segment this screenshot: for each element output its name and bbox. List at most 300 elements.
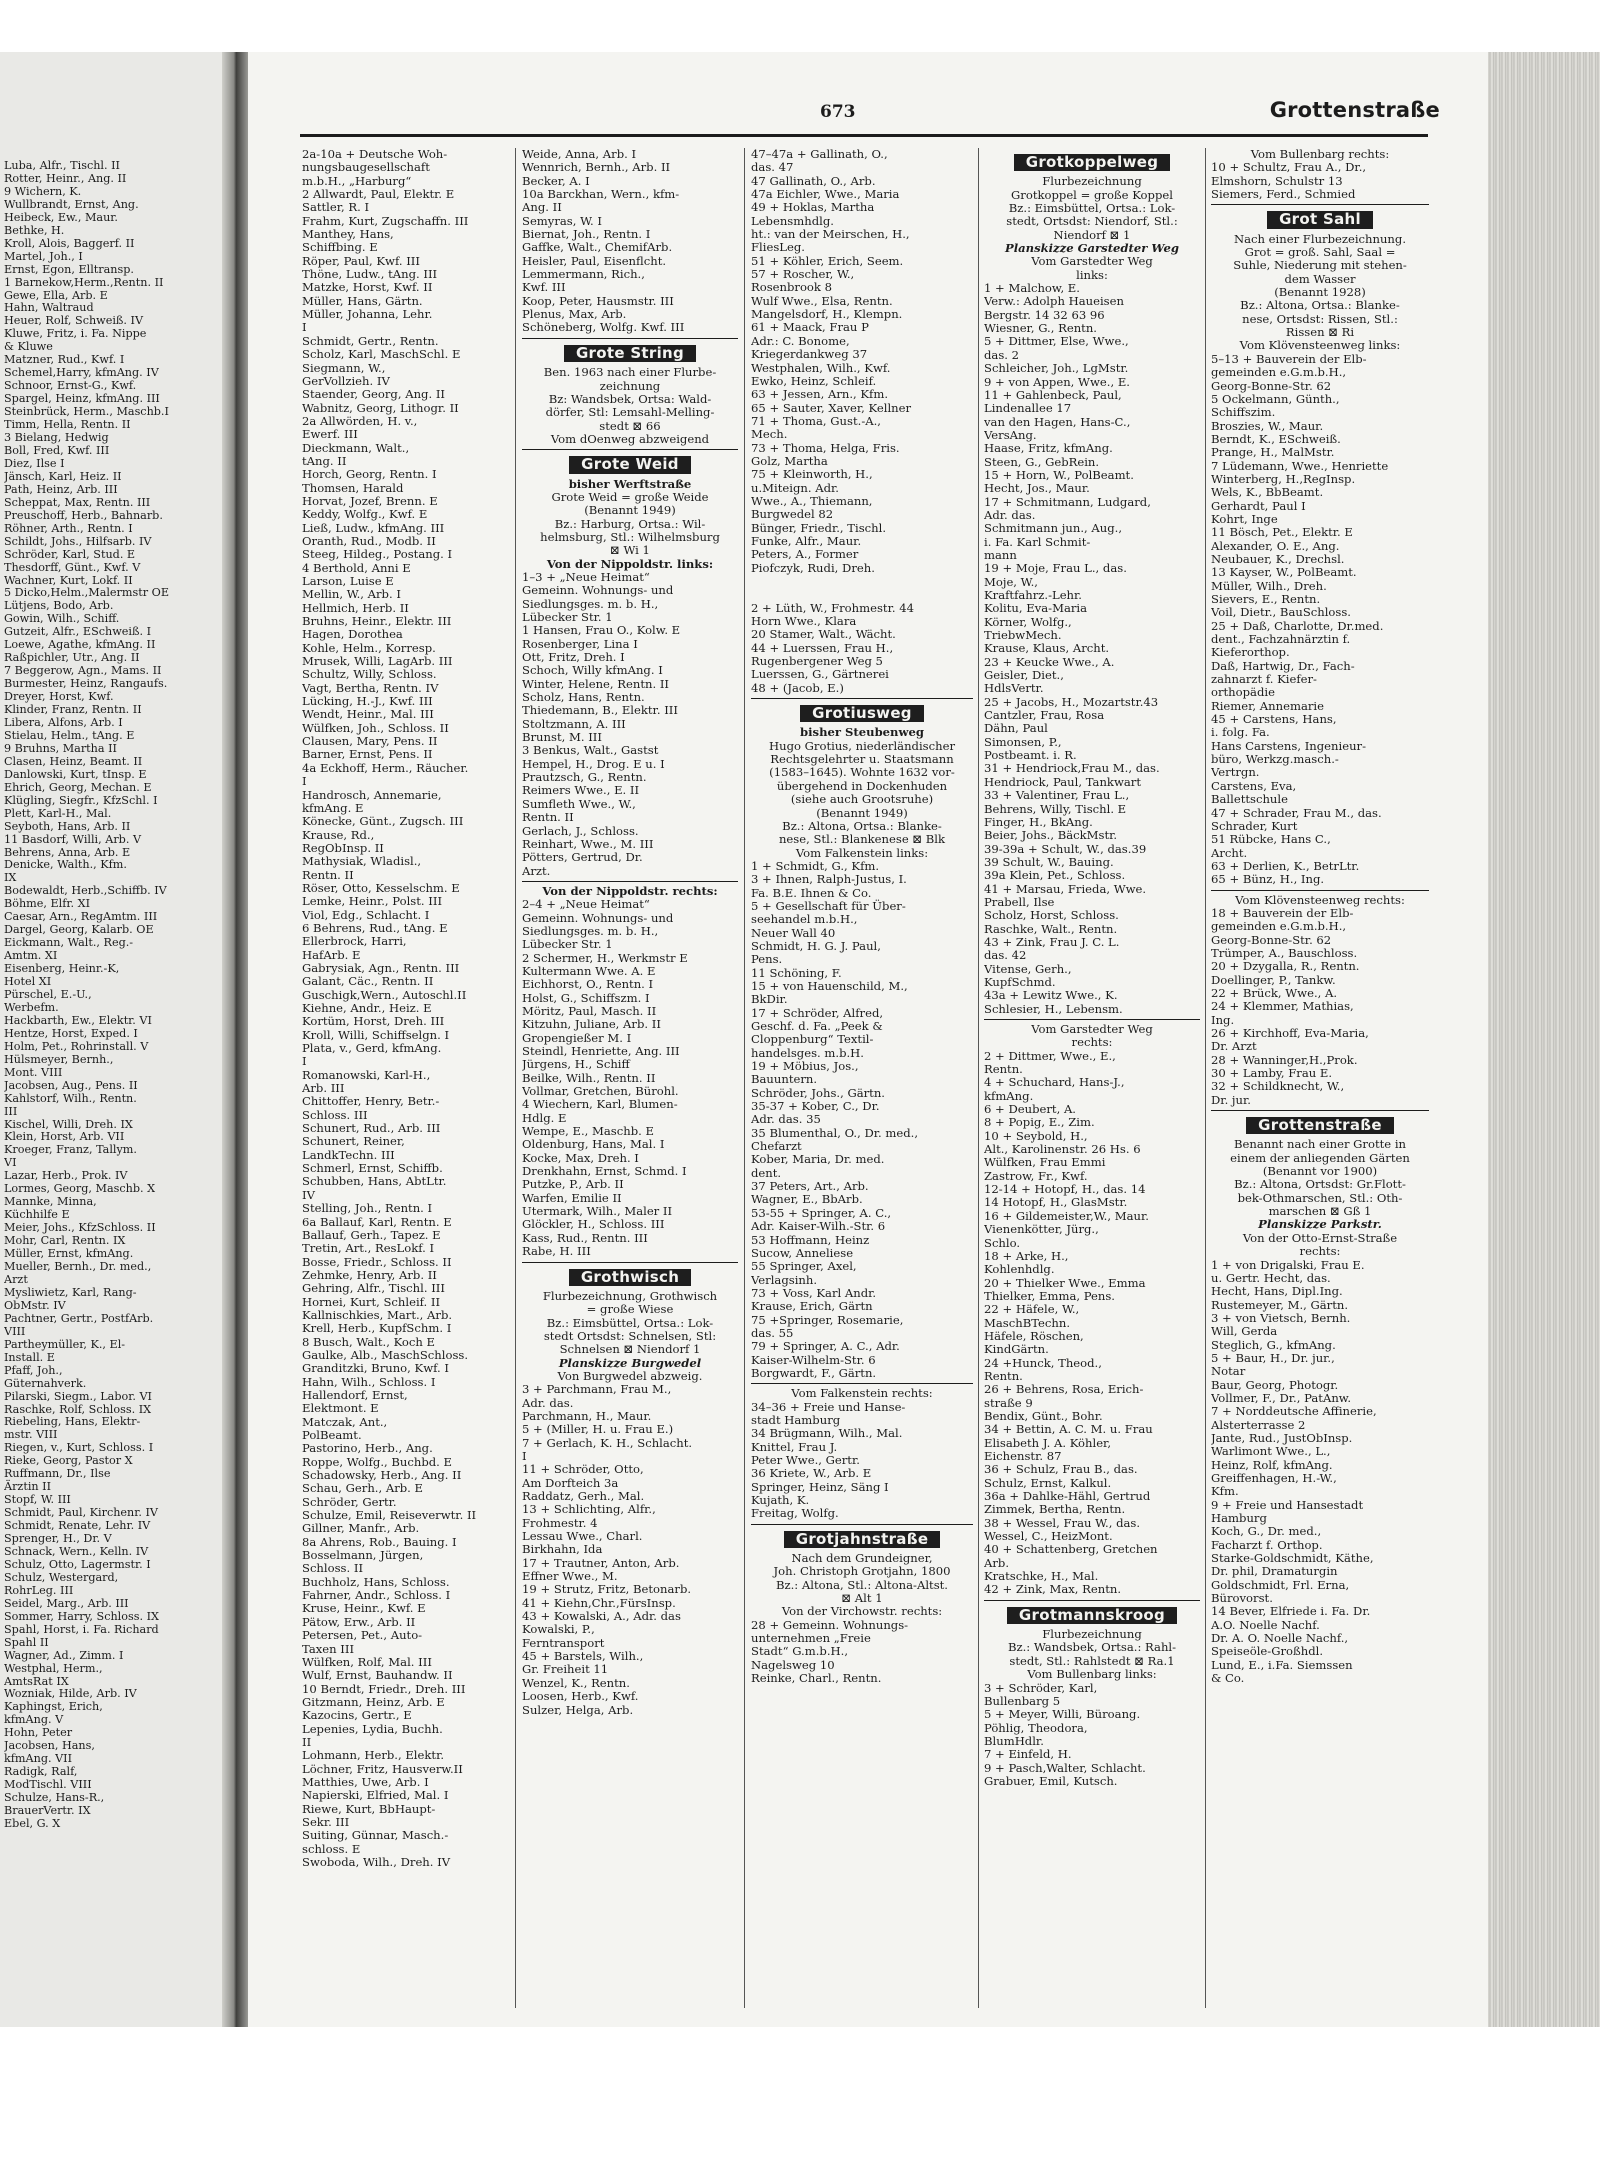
street-info-line: bisher Werftstraße: [568, 476, 692, 491]
resident-entry: Pastorino, Herb., Ang.: [302, 1441, 433, 1456]
resident-entry: 7 + Einfeld, H.: [984, 1747, 1072, 1762]
resident-entry: Schröder, Johs., Gärtn.: [751, 1085, 885, 1100]
resident-entry: Vollmer, F., Dr., PatAnw.: [1211, 1390, 1352, 1405]
resident-entry: Matczak, Ant.,: [302, 1414, 388, 1429]
street-heading: [751, 1531, 973, 1548]
street-info-line: Vom Falkenstein rechts:: [791, 1386, 933, 1401]
resident-entry: Mangelsdorf, H., Klempn.: [751, 307, 903, 322]
resident-entry: Ferntransport: [522, 1635, 605, 1650]
book-gutter: [222, 52, 248, 2027]
resident-entry: 5 Ockelmann, Günth.,: [1211, 391, 1340, 406]
resident-entry: Alexander, O. E., Ang.: [1211, 538, 1340, 553]
street-info-line: stedt ⊠ 66: [599, 418, 661, 433]
street-info-line: rechts:: [1071, 1035, 1113, 1050]
resident-entry: Löchner, Fritz, Hausverw.II: [302, 1761, 463, 1776]
resident-entry: Ballauf, Gerh., Tapez. E: [302, 1227, 441, 1242]
facing-page-line: Preuschoff, Herb., Bahnarb.: [4, 508, 163, 522]
resident-entry: Buchholz, Hans, Schloss.: [302, 1574, 450, 1589]
resident-entry: 24 +Hunck, Theod.,: [984, 1355, 1102, 1370]
resident-entry: Elisabeth J. A. Köhler,: [984, 1435, 1112, 1450]
section-rule: [522, 449, 738, 450]
resident-entry: tAng. II: [302, 453, 347, 468]
resident-entry: Vertrgn.: [1211, 765, 1260, 780]
resident-entry: Siegmann, W.,: [302, 360, 386, 375]
resident-entry: 13 Kayser, W., PolBeamt.: [1211, 565, 1357, 580]
resident-entry: Heisler, Paul, Eisenflcht.: [522, 253, 667, 268]
facing-page-line: Caesar, Arn., RegAmtm. III: [4, 910, 158, 924]
street-info-line: stedt, Ortsdst: Niendorf, Stl.:: [1006, 214, 1178, 229]
resident-entry: Kfm.: [1211, 1484, 1239, 1499]
facing-page-line: Seyboth, Hans, Arb. II: [4, 819, 131, 833]
resident-entry: Arzt.: [522, 863, 551, 878]
resident-entry: u. Gertr. Hecht, das.: [1211, 1270, 1331, 1285]
street-info-line: Vom Bullenbarg links:: [1027, 1667, 1157, 1682]
street-info-line: Schnelsen ⊠ Niendorf 1: [559, 1342, 701, 1357]
resident-entry: Prabell, Ilse: [984, 894, 1055, 909]
facing-page-line: ObMstr. IV: [4, 1298, 66, 1312]
resident-entry: Neuer Wall 40: [751, 925, 836, 940]
resident-entry: Rentn.: [984, 1368, 1023, 1383]
section-rule: [984, 1019, 1200, 1020]
resident-entry: Gr. Freiheit 11: [522, 1662, 609, 1677]
resident-entry: Handrosch, Annemarie,: [302, 787, 442, 802]
resident-entry: Voil, Dietr., BauSchloss.: [1211, 605, 1351, 620]
resident-entry: Kohrt, Inge: [1211, 511, 1278, 526]
facing-page-line: Mont. VIII: [4, 1065, 63, 1079]
resident-entry: 4a Eckhoff, Herm., Räucher.: [302, 760, 469, 775]
resident-entry: Lübecker Str. 1: [522, 937, 613, 952]
resident-entry: Wendt, Heinr., Mal. III: [302, 707, 434, 722]
resident-entry: 39a Klein, Pet., Schloss.: [984, 868, 1126, 883]
facing-page-line: Path, Heinz, Arb. III: [4, 482, 118, 496]
resident-entry: mann: [984, 547, 1017, 562]
resident-entry: das. 42: [984, 948, 1027, 963]
street-info-line: Von der Nippoldstr. rechts:: [542, 883, 718, 898]
resident-entry: 26 + Behrens, Rosa, Erich-: [984, 1382, 1144, 1397]
resident-entry: Hornei, Kurt, Schleif. II: [302, 1294, 441, 1309]
facing-page-line: Radigk, Ralf,: [4, 1765, 78, 1779]
resident-entry: Lemmermann, Rich.,: [522, 267, 645, 282]
resident-entry: Kass, Rud., Rentn. III: [522, 1230, 648, 1245]
section-rule: [751, 1383, 973, 1384]
resident-entry: Winter, Helene, Rentn. II: [522, 676, 669, 691]
resident-entry: 65 + Bünz, H., Ing.: [1211, 872, 1325, 887]
street-info-line: zeichnung: [599, 378, 661, 393]
resident-entry: 18 + Bauverein der Elb-: [1211, 905, 1354, 920]
resident-entry: Sulzer, Helga, Arb.: [522, 1702, 634, 1717]
resident-entry: Dr. Arzt: [1211, 1039, 1257, 1054]
facing-page-line: Hentze, Horst, Exped. I: [4, 1026, 138, 1040]
resident-entry: Adr. das. 35: [751, 1112, 821, 1127]
resident-entry: 38 + Wessel, Frau W., das.: [984, 1515, 1141, 1530]
facing-page-line: Schmidt, Paul, Kirchenr. IV: [4, 1506, 158, 1520]
resident-entry: Thöne, Ludw., tAng. III: [302, 267, 438, 282]
resident-entry: Swoboda, Wilh., Dreh. IV: [302, 1855, 451, 1869]
resident-entry: Pöhlig, Theodora,: [984, 1720, 1088, 1735]
facing-page-line: Luba, Alfr., Tischl. II: [4, 160, 120, 172]
resident-entry: Knittel, Frau J.: [751, 1439, 838, 1454]
street-info-line: Grot = groß. Sahl, Saal =: [1244, 245, 1396, 260]
facing-page-line: Schildt, Johs., Hilfsarb. IV: [4, 534, 152, 548]
resident-entry: Sekr. III: [302, 1814, 350, 1829]
resident-entry: Starke-Goldschmidt, Käthe,: [1211, 1551, 1374, 1566]
resident-entry: Schröder, Gertr.: [302, 1494, 397, 1509]
resident-entry: Wülfken, Joh., Schloss. II: [302, 720, 449, 735]
resident-entry: 19 + Strutz, Fritz, Betonarb.: [522, 1582, 692, 1597]
resident-entry: i. folg. Fa.: [1211, 725, 1270, 740]
resident-entry: Suiting, Günnar, Masch.-: [302, 1828, 449, 1843]
resident-entry: 34 Brügmann, Wilh., Mal.: [751, 1426, 903, 1441]
resident-entry: Siemers, Ferd., Schmied: [1211, 187, 1356, 202]
street-heading: [522, 1269, 738, 1286]
resident-entry: A.O. Noelle Nachf.: [1211, 1617, 1320, 1632]
resident-entry: 7 Lüdemann, Wwe., Henriette: [1211, 458, 1389, 473]
column-divider: [515, 148, 516, 2008]
street-info-line: nese, Stl.: Blankenese ⊠ Blk: [778, 832, 946, 847]
facing-page-line: Eickmann, Walt., Reg.-: [4, 936, 134, 950]
resident-entry: 47a Eichler, Wwe., Maria: [751, 187, 900, 202]
resident-entry: das. 55: [751, 1325, 794, 1340]
resident-entry: 65 + Sauter, Xaver, Kellner: [751, 400, 912, 415]
street-name: Grothwisch: [569, 1269, 691, 1286]
resident-entry: das. 47: [751, 160, 794, 175]
resident-entry: 39-39a + Schult, W., das.39: [984, 841, 1147, 856]
resident-entry: Sievers, E., Rentn.: [1211, 592, 1321, 606]
resident-entry: 30 + Lamby, Frau E.: [1211, 1066, 1333, 1081]
resident-entry: 3 + Parchmann, Frau M.,: [522, 1382, 672, 1397]
resident-entry: 28 + Wanninger,H.,Prok.: [1211, 1052, 1358, 1067]
facing-page-line: Jacobsen, Aug., Pens. II: [4, 1078, 138, 1092]
street-info-line: bek-Othmarschen, Stl.: Oth-: [1237, 1190, 1403, 1205]
resident-entry: van den Hagen, Hans-C.,: [984, 414, 1131, 429]
resident-entry: büro, Werkzg.masch.-: [1211, 752, 1339, 767]
facing-page-line: Clasen, Heinz, Beamt. II: [4, 754, 143, 768]
street-info-line: marschen ⊠ Gß 1: [1268, 1204, 1372, 1219]
street-info-line: = große Wiese: [586, 1302, 674, 1317]
resident-entry: 34–36 + Freie und Hanse-: [751, 1399, 906, 1414]
resident-entry: Rosenberger, Lina I: [522, 636, 638, 651]
street-name: Grottenstraße: [1246, 1117, 1394, 1134]
resident-entry: 3 + Ihnen, Ralph-Justus, I.: [751, 872, 907, 887]
resident-entry: 75 + Kleinworth, H.,: [751, 467, 873, 482]
resident-entry: Mech.: [751, 427, 788, 442]
resident-entry: Möritz, Paul, Masch. II: [522, 1003, 657, 1018]
scan-border-top: [0, 0, 1600, 52]
resident-entry: Adr. das.: [522, 1395, 574, 1410]
facing-page-line: Kroeger, Franz, Tallym.: [4, 1143, 137, 1157]
resident-entry: Scholz, Horst, Schloss.: [984, 908, 1119, 923]
facing-page-line: Spahl, Horst, i. Fa. Richard: [4, 1622, 159, 1636]
resident-entry: Georg-Bonne-Str. 62: [1211, 932, 1332, 947]
street-info-line: dörfer, Stl: Lemsahl-Melling-: [545, 405, 715, 420]
facing-page-line: Wullbrandt, Ernst, Ang.: [4, 197, 139, 211]
resident-entry: 3 + Schröder, Karl,: [984, 1680, 1098, 1695]
facing-page-line: Wagner, Ad., Zimm. I: [4, 1648, 124, 1662]
resident-entry: Goldschmidt, Frl. Erna,: [1211, 1577, 1350, 1592]
resident-entry: 1 + Schmidt, G., Kfm.: [751, 858, 880, 873]
facing-page-line: Riegen, v., Kurt, Schloss. I: [4, 1441, 154, 1455]
resident-entry: 11 + Gahlenbeck, Paul,: [984, 387, 1122, 402]
resident-entry: 10 Berndt, Friedr., Dreh. III: [302, 1681, 466, 1696]
resident-entry: gemeinden e.G.m.b.H.,: [1211, 365, 1347, 380]
resident-entry: 12-14 + Hotopf, H., das. 14: [984, 1182, 1146, 1197]
resident-entry: Funke, Alfr., Maur.: [751, 533, 862, 548]
resident-entry: Gaffke, Walt., ChemifArb.: [522, 240, 673, 255]
resident-entry: Bosse, Friedr., Schloss. II: [302, 1254, 452, 1269]
resident-entry: Kolitu, Eva-Maria: [984, 601, 1088, 616]
resident-entry: 9 + Pasch,Walter, Schlacht.: [984, 1760, 1146, 1775]
resident-entry: 14 Hotopf, H., GlasMstr.: [984, 1195, 1128, 1210]
column-2: [522, 148, 738, 2026]
street-heading: [1211, 211, 1429, 228]
resident-entry: HdlsVertr.: [984, 681, 1044, 696]
resident-entry: 7 + Gerlach, K. H., Schlacht.: [522, 1435, 693, 1450]
resident-entry: 10 + Schultz, Frau A., Dr.,: [1211, 160, 1367, 175]
resident-entry: Chittoffer, Henry, Betr.-: [302, 1094, 440, 1109]
resident-entry: KupfSchmd.: [984, 974, 1056, 989]
resident-entry: Schultz, Willy, Schloss.: [302, 667, 437, 682]
resident-entry: Thomsen, Harald: [302, 480, 404, 495]
resident-entry: Utermark, Wilh., Maler II: [522, 1204, 673, 1219]
resident-entry: Winterberg, H.,RegInsp.: [1211, 471, 1356, 486]
resident-entry: Semyras, W. I: [522, 213, 602, 228]
facing-page-line: AmtsRat IX: [4, 1674, 69, 1688]
street-info-line: Bz.: Eimsbüttel, Ortsa.: Lok-: [1008, 201, 1176, 216]
resident-entry: Schmerl, Ernst, Schiffb.: [302, 1161, 443, 1176]
facing-page-line: Amtm. XI: [4, 949, 58, 963]
resident-entry: Zastrow, Fr., Kwf.: [984, 1168, 1088, 1183]
facing-page-line: Arzt: [4, 1272, 28, 1286]
resident-entry: Matzke, Horst, Kwf. II: [302, 280, 433, 295]
street-info-line: (Benannt 1949): [584, 503, 676, 518]
resident-entry: HafArb. E: [302, 947, 361, 962]
street-info-line: Flurbezeichnung: [1042, 174, 1142, 189]
resident-entry: Becker, A. I: [522, 173, 590, 188]
resident-entry: Schmitmann jun., Aug.,: [984, 521, 1123, 536]
resident-entry: Vollmar, Gretchen, Bürohl.: [522, 1084, 679, 1099]
resident-entry: seehandel m.b.H.,: [751, 912, 858, 927]
resident-entry: Dr. A. O. Noelle Nachf.,: [1211, 1631, 1349, 1646]
resident-entry: Kultermann Wwe. A. E: [522, 963, 656, 978]
facing-page-line: Riebeling, Hans, Elektr-: [4, 1415, 141, 1429]
resident-entry: BkDir.: [751, 992, 788, 1007]
resident-entry: Krause, Rd.,: [302, 827, 375, 842]
resident-entry: Hecht, Jos., Maur.: [984, 481, 1090, 496]
resident-entry: Kocke, Max, Dreh. I: [522, 1150, 639, 1165]
resident-entry: II: [302, 1734, 312, 1749]
resident-entry: Lübecker Str. 1: [522, 610, 613, 624]
facing-page-line: Jacobsen, Hans,: [4, 1739, 95, 1753]
resident-entry: Warlimont Wwe., L.,: [1211, 1444, 1331, 1459]
street-info-line: Bz.: Harburg, Ortsa.: Wil-: [554, 516, 706, 531]
facing-page-line: Heibeck, Ew., Maur.: [4, 210, 118, 224]
resident-entry: Hahn, Wilh., Schloss. I: [302, 1374, 436, 1389]
resident-entry: Raschke, Walt., Rentn.: [984, 921, 1118, 936]
facing-page-line: Meier, Johs., KfzSchloss. II: [4, 1221, 156, 1235]
resident-entry: Georg-Bonne-Str. 62: [1211, 378, 1332, 393]
street-info-line: Nach dem Grundeigner,: [791, 1551, 933, 1566]
facing-page-line: Werbefm.: [4, 1000, 59, 1014]
resident-entry: 35-37 + Kober, C., Dr.: [751, 1099, 880, 1114]
facing-page-line: Gutzeit, Alfr., ESchweiß. I: [4, 625, 152, 639]
resident-entry: 25 + Jacobs, H., Mozartstr.43: [984, 694, 1159, 709]
facing-page-line: Stielau, Helm., tAng. E: [4, 728, 135, 742]
resident-entry: 19 + Moje, Frau L., das.: [984, 561, 1127, 576]
street-info-line: Benannt nach einer Grotte in: [1233, 1137, 1406, 1152]
resident-entry: Am Dorfteich 3a: [522, 1475, 619, 1490]
resident-entry: Mathysiak, Wladisl.,: [302, 854, 422, 869]
resident-entry: Geisler, Diet.,: [984, 668, 1064, 683]
resident-entry: 8 + Popig, E., Zim.: [984, 1115, 1095, 1130]
street-info-line: Vom Klövensteenweg rechts:: [1235, 892, 1405, 907]
resident-entry: Adr.: C. Bonome,: [751, 333, 850, 348]
resident-entry: 2 + Dittmer, Wwe., E.,: [984, 1048, 1116, 1063]
resident-entry: 11 + Schröder, Otto,: [522, 1462, 644, 1477]
resident-entry: Wagner, E., BbArb.: [751, 1192, 863, 1207]
street-heading: [522, 456, 738, 473]
resident-entry: Matthies, Uwe, Arb. I: [302, 1774, 429, 1789]
resident-entry: Gillner, Manfr., Arb.: [302, 1521, 420, 1536]
resident-entry: Gerlach, J., Schloss.: [522, 823, 639, 838]
resident-entry: Schöneberg, Wolfg. Kwf. III: [522, 320, 685, 335]
resident-entry: Wulf Wwe., Elsa, Rentn.: [751, 293, 893, 308]
street-info-line: helmsburg, Stl.: Wilhelmsburg: [540, 529, 720, 544]
street-info-line: Bz.: Wandsbek, Ortsa.: Rahl-: [1007, 1640, 1177, 1655]
resident-entry: 4 + Schuchard, Hans-J.,: [984, 1075, 1125, 1090]
resident-entry: Staender, Georg, Ang. II: [302, 387, 445, 402]
resident-entry: Cloppenburg“ Textil-: [751, 1032, 874, 1047]
section-rule: [1211, 1110, 1429, 1111]
facing-page-line: Schemel,Harry, kfmAng. IV: [4, 366, 159, 380]
resident-entry: Fa. B.E. Ihnen & Co.: [751, 885, 872, 900]
resident-entry: 33 + Valentiner, Frau L.,: [984, 788, 1130, 803]
resident-entry: 1 + von Drigalski, Frau E.: [1211, 1257, 1365, 1272]
resident-entry: Steglich, G., kfmAng.: [1211, 1337, 1336, 1352]
resident-entry: Ott, Fritz, Dreh. I: [522, 650, 625, 665]
resident-entry: Napierski, Elfried, Mal. I: [302, 1788, 449, 1803]
resident-entry: Schunert, Reiner,: [302, 1134, 405, 1149]
resident-entry: Neubauer, K., Drechsl.: [1211, 551, 1345, 566]
street-info-line: Von Burgwedel abzweig.: [557, 1368, 703, 1383]
resident-entry: Peters, A., Former: [751, 547, 859, 562]
resident-entry: 43 + Kowalski, A., Adr. das: [522, 1609, 681, 1624]
facing-page-line: Küchhilfe E: [4, 1208, 70, 1222]
facing-page-line: VI: [4, 1156, 17, 1170]
resident-entry: Gerhardt, Paul I: [1211, 498, 1306, 513]
resident-entry: 51 Rübcke, Hans C.,: [1211, 832, 1331, 847]
resident-entry: 10a Barckhan, Wern., kfm-: [522, 187, 680, 202]
facing-page-line: Hahn, Waltraud: [4, 301, 94, 315]
street-info-line: einem der anliegenden Gärten: [1230, 1150, 1410, 1165]
resident-entry: Luerssen, G., Gärtnerei: [751, 667, 889, 682]
facing-page-line: Libera, Alfons, Arb. I: [4, 715, 123, 729]
resident-entry: Stoltzmann, A. III: [522, 716, 626, 731]
resident-entry: Burgwedel 82: [751, 507, 834, 522]
resident-entry: Hallendorf, Ernst,: [302, 1387, 408, 1402]
facing-page-line: Schulz, Westergard,: [4, 1570, 119, 1584]
resident-entry: 44 + Luerssen, Frau H.,: [751, 640, 894, 655]
resident-entry: 41 + Marsau, Frieda, Wwe.: [984, 881, 1147, 896]
facing-page-line: Müller, Ernst, kfmAng.: [4, 1247, 134, 1261]
facing-page-line: Matzner, Rud., Kwf. I: [4, 353, 125, 367]
resident-entry: 2 Allwardt, Paul, Elektr. E: [302, 187, 455, 202]
facing-page-line: Lormes, Georg, Maschb. X: [4, 1182, 156, 1196]
facing-page-line: Boll, Fred, Kwf. III: [4, 443, 110, 457]
resident-entry: 17 + Schröder, Alfred,: [751, 1005, 884, 1020]
facing-page-line: Röhner, Arth., Rentn. I: [4, 521, 133, 535]
resident-entry: I: [522, 1448, 527, 1463]
resident-entry: Trümper, A., Bauschloss.: [1211, 945, 1358, 960]
resident-entry: Riemer, Annemarie: [1211, 698, 1324, 713]
resident-entry: Wels, K., BbBeamt.: [1211, 485, 1324, 500]
resident-entry: 41 + Kiehn,Chr.,FürsInsp.: [522, 1595, 676, 1610]
resident-entry: Notar: [1211, 1364, 1246, 1379]
resident-entry: 5 + Meyer, Willi, Büroang.: [984, 1707, 1141, 1722]
resident-entry: Schadowsky, Herb., Ang. II: [302, 1468, 462, 1483]
resident-entry: Carstens, Eva,: [1211, 778, 1297, 793]
facing-page-line: Thesdorff, Günt., Kwf. V: [4, 560, 141, 574]
resident-entry: Schlo.: [984, 1235, 1021, 1250]
resident-entry: 17 + Schmitmann, Ludgard,: [984, 494, 1151, 509]
resident-entry: 9 + Freie und Hansestadt: [1211, 1497, 1364, 1512]
resident-entry: [751, 575, 973, 588]
resident-entry: Reimers Wwe., E. II: [522, 783, 640, 798]
facing-page-line: Scheppat, Max, Rentn. III: [4, 495, 151, 509]
resident-entry: Elektmont. E: [302, 1401, 379, 1416]
resident-entry: Wessel, C., HeizMont.: [984, 1529, 1113, 1544]
street-info-line: stedt, Stl.: Rahlstedt ⊠ Ra.1: [1009, 1653, 1175, 1668]
resident-entry: Steeg, Hildeg., Postang. I: [302, 547, 453, 562]
resident-entry: Gitzmann, Heinz, Arb. E: [302, 1694, 445, 1709]
resident-entry: 6 Behrens, Rud., tAng. E: [302, 920, 448, 935]
resident-entry: 73 + Thoma, Helga, Fris.: [751, 440, 900, 455]
resident-entry: Häfele, Röschen,: [984, 1328, 1084, 1343]
resident-entry: Schiffbing. E: [302, 240, 378, 255]
street-info-line: Joh. Christoph Grotjahn, 1800: [773, 1564, 951, 1579]
street-info-line: Vom dOenweg abzweigend: [550, 431, 710, 446]
resident-entry: I: [302, 774, 307, 789]
resident-entry: Hagen, Dorothea: [302, 627, 403, 642]
facing-page-line: Ernst, Egon, Elltransp.: [4, 262, 134, 276]
resident-entry: Ewko, Heinz, Schleif.: [751, 373, 877, 388]
resident-entry: MaschBTechn.: [984, 1315, 1071, 1330]
resident-entry: Verw.: Adolph Haueisen: [984, 294, 1124, 309]
resident-entry: Roppe, Wolfg., Buchbd. E: [302, 1454, 452, 1469]
resident-entry: Lücking, H.-J., Kwf. III: [302, 694, 433, 709]
resident-entry: 20 Stamer, Walt., Wächt.: [751, 627, 896, 642]
resident-entry: Springer, Heinz, Säng I: [751, 1479, 889, 1494]
street-info-line: Suhle, Niederung mit stehen-: [1233, 258, 1407, 273]
resident-entry: Chefarzt: [751, 1139, 802, 1154]
resident-entry: Grabuer, Emil, Kutsch.: [984, 1773, 1118, 1788]
resident-entry: 1 Hansen, Frau O., Kolw. E: [522, 623, 681, 638]
resident-entry: Zimmek, Bertha, Rentn.: [984, 1502, 1126, 1517]
facing-page-line: Schmidt, Renate, Lehr. IV: [4, 1519, 151, 1533]
resident-entry: dent.: [751, 1165, 782, 1180]
resident-entry: ht.: van der Meirschen, H.,: [751, 227, 910, 242]
resident-entry: Kujath, K.: [751, 1493, 810, 1508]
resident-entry: 6a Ballauf, Karl, Rentn. E: [302, 1214, 452, 1229]
resident-entry: 2–4 + „Neue Heimat“: [522, 897, 650, 912]
resident-entry: Beilke, Wilh., Rentn. II: [522, 1070, 656, 1085]
resident-entry: 13 + Schlichting, Alfr.,: [522, 1502, 656, 1517]
resident-entry: 63 + Jessen, Arn., Kfm.: [751, 387, 889, 402]
resident-entry: Wülfken, Rolf, Mal. III: [302, 1654, 432, 1669]
resident-entry: 11 Schöning, F.: [751, 965, 842, 980]
facing-page-line: Rotter, Heinr., Ang. II: [4, 171, 127, 185]
resident-entry: Prange, H., MalMstr.: [1211, 445, 1335, 460]
street-info-line: Niendorf ⊠ 1: [1053, 227, 1131, 242]
